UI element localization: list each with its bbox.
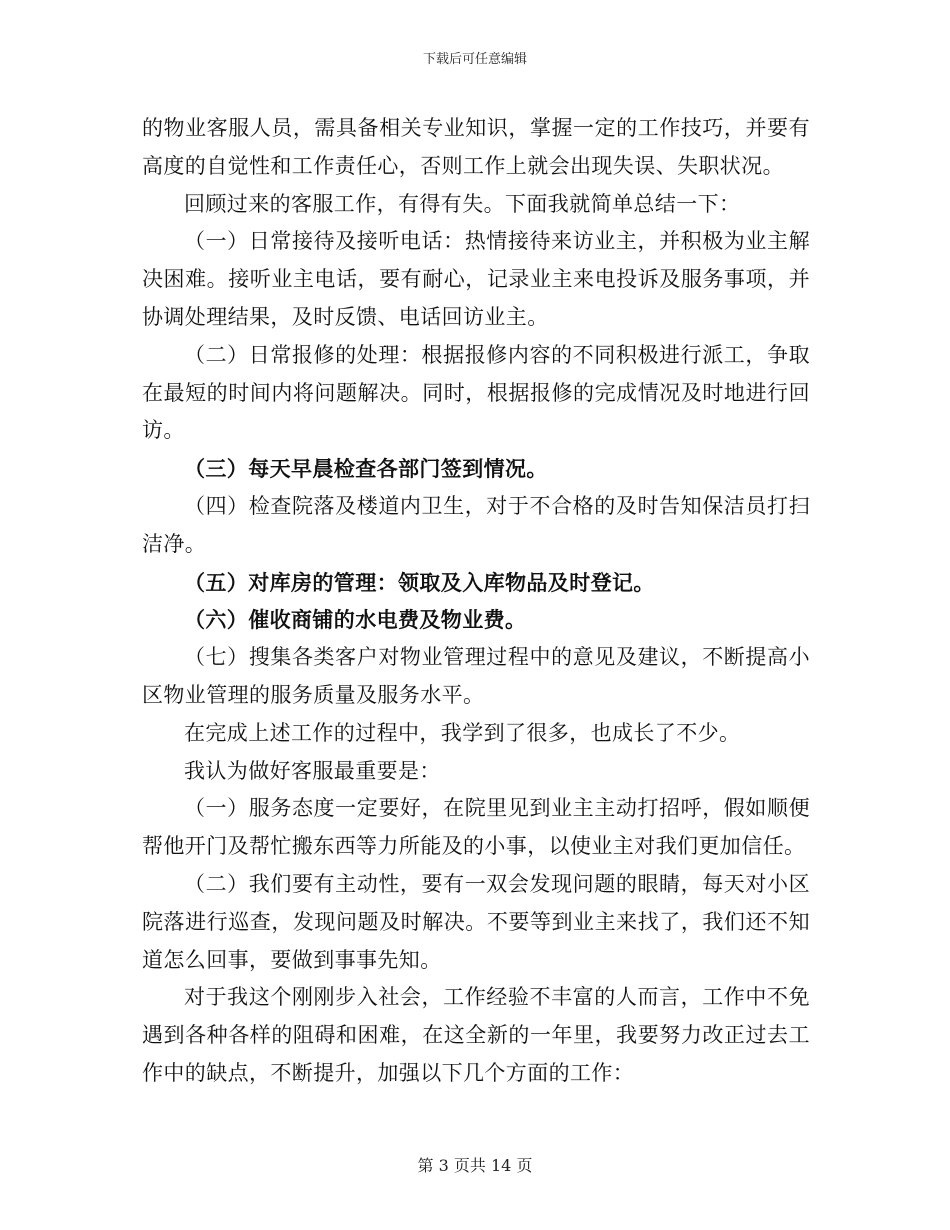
paragraph-item-4-hygiene: （四）检查院落及楼道内卫生，对于不合格的及时告知保洁员打扫洁净。 xyxy=(142,493,810,556)
paragraph-item-1-reception: （一）日常接待及接听电话：热情接待来访业主，并积极为业主解决困难。接听业主电话，要有耐心，记录业主来电投诉及服务事项，并协调处理结果，及时反馈、电话回访业主。 xyxy=(142,229,810,329)
paragraph-key-points-heading: 我认为做好客服最重要是： xyxy=(184,758,441,783)
paragraph-growth: 在完成上述工作的过程中，我学到了很多，也成长了不少。 xyxy=(184,720,741,745)
paragraph-point-1-attitude: （一）服务态度一定要好，在院里见到业主主动打招呼，假如顺便帮他开门及帮忙搬东西等力所能及的小事，以使业主对我们更加信任。 xyxy=(142,796,810,859)
paragraph-future-plan: 对于我这个刚刚步入社会，工作经验不丰富的人而言，工作中不免遇到各种各样的阻碍和困难，在这全新的一年里，我要努力改正过去工作中的缺点，不断提升，加强以下几个方面的工作： xyxy=(142,985,810,1085)
paragraph-point-2-initiative: （二）我们要有主动性，要有一双会发现问题的眼睛，每天对小区院落进行巡查，发现问题及时解决。不要等到业主来找了，我们还不知道怎么回事，要做到事事先知。 xyxy=(142,871,810,972)
paragraph-review: 回顾过来的客服工作，有得有失。下面我就简单总结一下： xyxy=(184,191,741,216)
paragraph-item-5-warehouse: （五）对库房的管理：领取及入库物品及时登记。 xyxy=(184,569,655,595)
paragraph-intro-continued: 的物业客服人员，需具备相关专业知识，掌握一定的工作技巧，并要有高度的自觉性和工作责任心，否则工作上就会出现失误、失职状况。 xyxy=(142,116,810,178)
document-body xyxy=(142,110,810,1093)
page-footer: 第 3 页共 14 页 xyxy=(417,1156,533,1175)
paragraph-item-3-signin: （三）每天早晨检查各部门签到情况。 xyxy=(184,456,548,482)
paragraph-item-2-repairs: （二）日常报修的处理：根据报修内容的不同积极进行派工，争取在最短的时间内将问题解决。同时，根据报修的完成情况及时地进行回访。 xyxy=(142,342,810,443)
page-header: 下载后可任意编辑 xyxy=(422,52,527,67)
paragraph-item-6-fees: （六）催收商铺的水电费及物业费。 xyxy=(184,607,527,633)
paragraph-item-7-feedback: （七）搜集各类客户对物业管理过程中的意见及建议，不断提高小区物业管理的服务质量及服务水平。 xyxy=(142,645,810,707)
